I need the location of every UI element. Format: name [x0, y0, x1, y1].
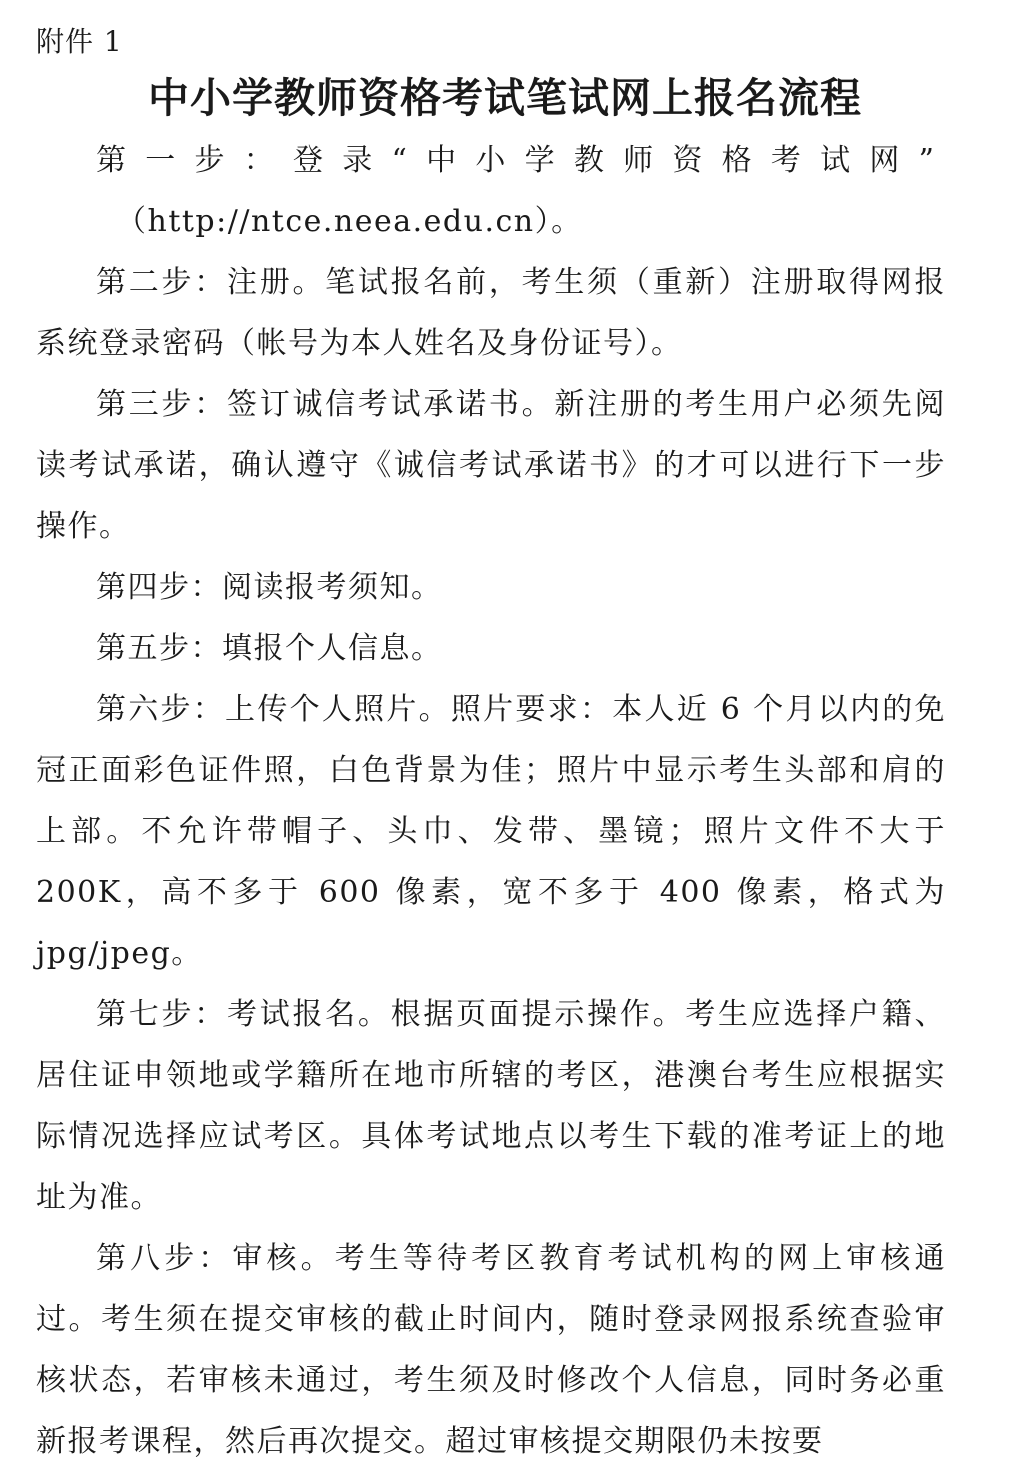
step-3-paragraph: 第三步：签订诚信考试承诺书。新注册的考生用户必须先阅读考试承诺，确认遵守《诚信考试承诺书》的才可以进行下一步操作。 — [36, 387, 946, 544]
document-title: 中小学教师资格考试笔试网上报名流程 — [148, 74, 862, 122]
step-7-paragraph: 第七步：考试报名。根据页面提示操作。考生应选择户籍、居住证申领地或学籍所在地市所辖的考区，港澳台考生应根据实际情况选择应试考区。具体考试地点以考生下载的准考证上的地址为准。 — [36, 997, 946, 1215]
step-6-paragraph: 第六步：上传个人照片。照片要求：本人近 6 个月以内的免冠正面彩色证件照，白色背景为佳；照片中显示考生头部和肩的上部。不允许带帽子、头巾、发带、墨镜；照片文件不大于 200K，高不多于 600 像素，宽不多于 400 像素，格式为 jpg/jpeg。 — [36, 692, 946, 971]
step-4-paragraph: 第四步：阅读报考须知。 — [96, 570, 443, 605]
attachment-label: 附件 1 — [36, 25, 123, 58]
step-5-paragraph: 第五步：填报个人信息。 — [96, 631, 443, 666]
step-2-paragraph: 第二步：注册。笔试报名前，考生须（重新）注册取得网报系统登录密码（帐号为本人姓名及身份证号）。 — [36, 265, 946, 361]
step-1-paragraph: 第一步：登录“中小学教师资格考试网” — [96, 143, 946, 178]
step-8-paragraph: 第八步：审核。考生等待考区教育考试机构的网上审核通过。考生须在提交审核的截止时间内，随时登录网报系统查验审核状态，若审核未通过，考生须及时修改个人信息，同时务必重新报考课程，然后再次提交。超过审核提交期限仍未按要 — [36, 1241, 946, 1459]
document-body — [36, 130, 946, 1472]
step-1-url: （http://ntce.neea.edu.cn）。 — [116, 204, 583, 239]
